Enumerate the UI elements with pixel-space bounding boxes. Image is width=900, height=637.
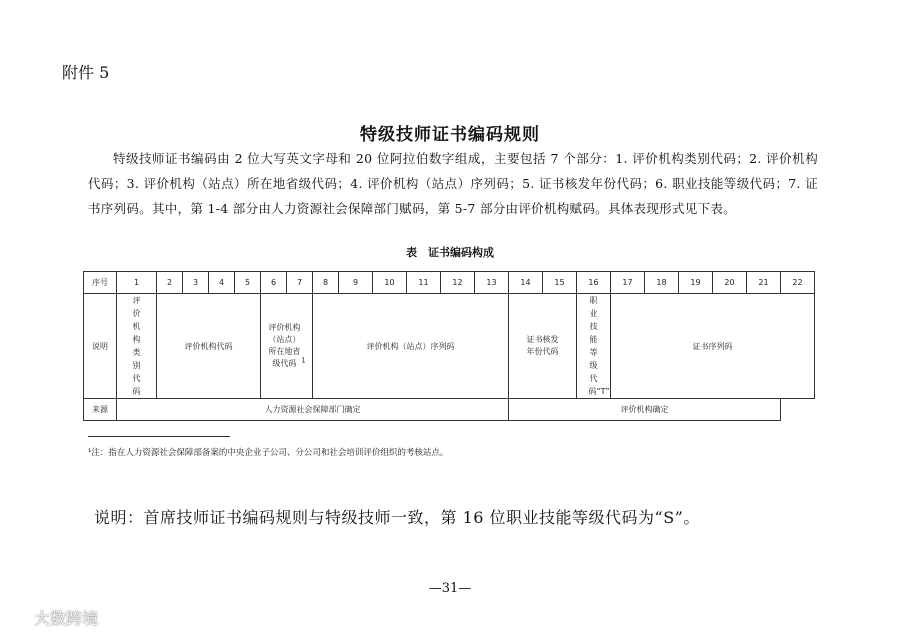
position-cell: 1 xyxy=(117,272,157,294)
position-cell: 16 xyxy=(577,272,611,294)
footnote-marker: 1 xyxy=(301,356,306,365)
desc-label-cell: 说明 xyxy=(84,294,117,399)
desc-part6-cell xyxy=(577,294,611,399)
footnote-divider xyxy=(88,436,230,437)
position-cell: 21 xyxy=(747,272,781,294)
source-org-cell: 评价机构确定 xyxy=(509,399,781,421)
attachment-label: 附件 5 xyxy=(62,63,110,82)
position-cell: 15 xyxy=(543,272,577,294)
position-cell: 6 xyxy=(261,272,287,294)
document-title: 特级技师证书编码规则 xyxy=(360,125,540,145)
desc-part6-text: 职业技能等级代码“T” xyxy=(588,296,610,396)
table-row-source xyxy=(84,399,815,421)
table-caption: 表 证书编码构成 xyxy=(406,246,494,259)
page-number: —31— xyxy=(428,581,472,596)
position-cell: 13 xyxy=(475,272,509,294)
code-structure-table xyxy=(83,271,815,421)
watermark xyxy=(8,606,98,629)
intro-paragraph: 特级技师证书编码由 2 位大写英文字母和 20 位阿拉伯数字组成，主要包括 7 个部分：1. 评价机构类别代码；2. 评价机构代码；3. 评价机构（站点）所在地省级代码；4. 评价机构（站点）序列码；5. 证书核发年份代码；6. 职业技能等级代码；7. 证书序列码。其中，第 1-4 部分由人力资源社会保障部门赋码，第 5-7 部分由评价机构赋码。具体表现形式见下表。 xyxy=(88,151,818,216)
position-cell: 2 xyxy=(157,272,183,294)
watermark-logo-icon xyxy=(8,610,30,626)
source-hr-cell: 人力资源社会保障部门确定 xyxy=(117,399,509,421)
desc-part7-cell: 证书序列码 xyxy=(611,294,815,399)
position-cell: 9 xyxy=(339,272,373,294)
explanation-note: 说明：首席技师证书编码规则与特级技师一致，第 16 位职业技能等级代码为“S”。 xyxy=(94,508,700,527)
position-cell: 5 xyxy=(235,272,261,294)
desc-part2-cell: 评价机构代码 xyxy=(157,294,261,399)
position-cell: 7 xyxy=(287,272,313,294)
position-cell: 11 xyxy=(407,272,441,294)
position-cell: 19 xyxy=(679,272,713,294)
position-cell: 4 xyxy=(209,272,235,294)
desc-part1-cell xyxy=(117,294,157,399)
position-cell: 10 xyxy=(373,272,407,294)
position-cell: 22 xyxy=(781,272,815,294)
table-row-description xyxy=(84,294,815,399)
position-cell: 20 xyxy=(713,272,747,294)
position-cell: 8 xyxy=(313,272,339,294)
source-label-cell: 来源 xyxy=(84,399,117,421)
watermark-text: 大数跨境 xyxy=(34,609,99,628)
desc-part3-cell xyxy=(261,294,313,399)
desc-part3-text: 评价机构（站点）所在地省级代码 xyxy=(268,323,301,368)
desc-part5-text: 证书核发年份代码 xyxy=(526,335,559,356)
position-cell: 18 xyxy=(645,272,679,294)
header-label-cell: 序号 xyxy=(84,272,117,294)
desc-part4-cell: 评价机构（站点）序列码 xyxy=(313,294,509,399)
position-cell: 17 xyxy=(611,272,645,294)
table-row-positions xyxy=(84,272,815,294)
desc-part1-text: 评价机构类别代码 xyxy=(132,296,141,396)
footnote: ¹注：指在人力资源社会保障部备案的中央企业子公司、分公司和社会培训评价组织的考核站点。 xyxy=(88,448,449,458)
position-cell: 14 xyxy=(509,272,543,294)
desc-part5-cell xyxy=(509,294,577,399)
position-cell: 3 xyxy=(183,272,209,294)
position-cell: 12 xyxy=(441,272,475,294)
